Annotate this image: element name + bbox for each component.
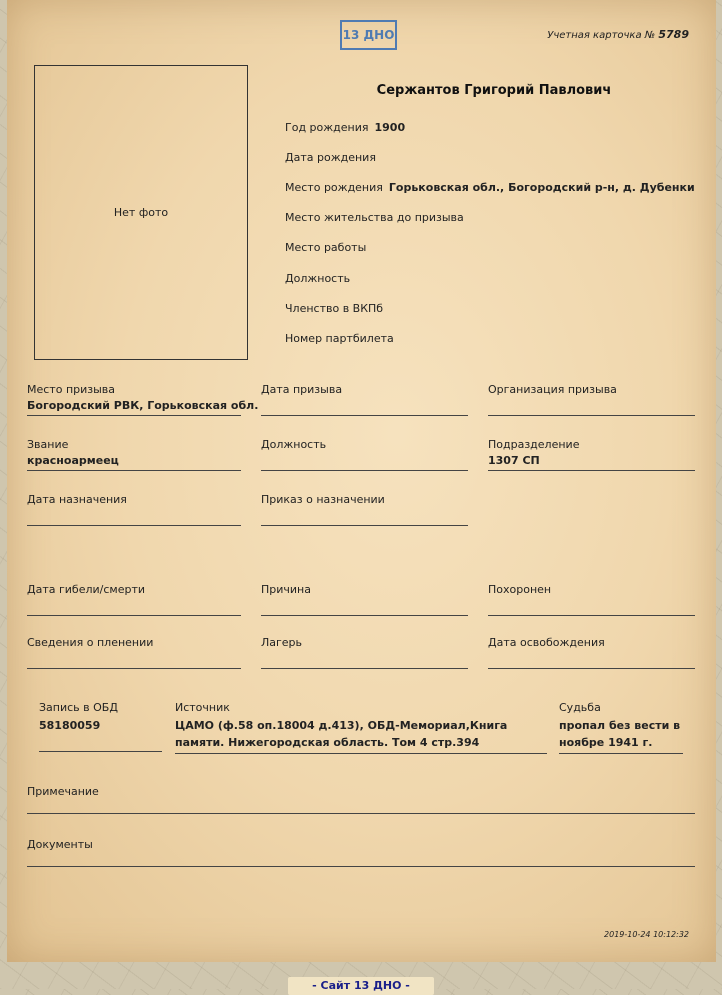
job-position-row: Должность xyxy=(285,272,351,285)
rank-field: Звание красноармеец xyxy=(27,438,241,471)
notes-field: Примечание xyxy=(27,785,695,814)
appointment-order-field: Приказ о назначении xyxy=(261,493,468,526)
card-number-label: Учетная карточка № xyxy=(547,30,656,41)
conscription-date-field: Дата призыва xyxy=(261,383,468,416)
conscription-place-field: Место призыва Богородский РВК, Горьковская обл. xyxy=(27,383,241,416)
person-name: Сержантов Григорий Павлович xyxy=(376,83,612,98)
photo-placeholder: Нет фото xyxy=(113,206,169,219)
photo-frame xyxy=(34,65,248,360)
captivity-field: Сведения о пленении xyxy=(27,636,241,669)
camp-field: Лагерь xyxy=(261,636,468,669)
party-membership-row: Членство в ВКПб xyxy=(285,302,384,315)
death-cause-field: Причина xyxy=(261,583,468,616)
obd-record-field: Запись в ОБД 58180059 xyxy=(39,701,162,752)
timestamp: 2019-10-24 10:12:32 xyxy=(604,930,689,939)
record-card xyxy=(7,0,716,962)
site-link[interactable]: - Сайт 13 ДНО - xyxy=(288,977,434,995)
conscription-org-field: Организация призыва xyxy=(488,383,695,416)
source-field: Источник ЦАМО (ф.58 оп.18004 д.413), ОБД-Мемориал,Книга памяти. Нижегородская область. Том 4 стр.394 xyxy=(175,701,547,754)
birth-date-row: Дата рождения xyxy=(285,151,376,164)
party-card-row: Номер партбилета xyxy=(285,332,394,345)
service-position-field: Должность xyxy=(261,438,468,471)
workplace-row: Место работы xyxy=(285,241,367,254)
documents-field: Документы xyxy=(27,838,695,867)
appointment-date-field: Дата назначения xyxy=(27,493,241,526)
card-number-value: 5789 xyxy=(658,28,689,41)
release-date-field: Дата освобождения xyxy=(488,636,695,669)
fate-field: Судьба пропал без вести в ноябре 1941 г. xyxy=(559,701,683,754)
division-stamp: 13 ДНО xyxy=(340,20,397,50)
burial-field: Похоронен xyxy=(488,583,695,616)
card-number xyxy=(547,28,689,41)
birth-place-row: Место рождения Горьковская обл., Богородский р-н, д. Дубенки xyxy=(285,181,695,194)
unit-field: Подразделение 1307 СП xyxy=(488,438,695,471)
residence-row: Место жительства до призыва xyxy=(285,211,464,224)
death-date-field: Дата гибели/смерти xyxy=(27,583,241,616)
birth-year-row: Год рождения 1900 xyxy=(285,121,406,134)
